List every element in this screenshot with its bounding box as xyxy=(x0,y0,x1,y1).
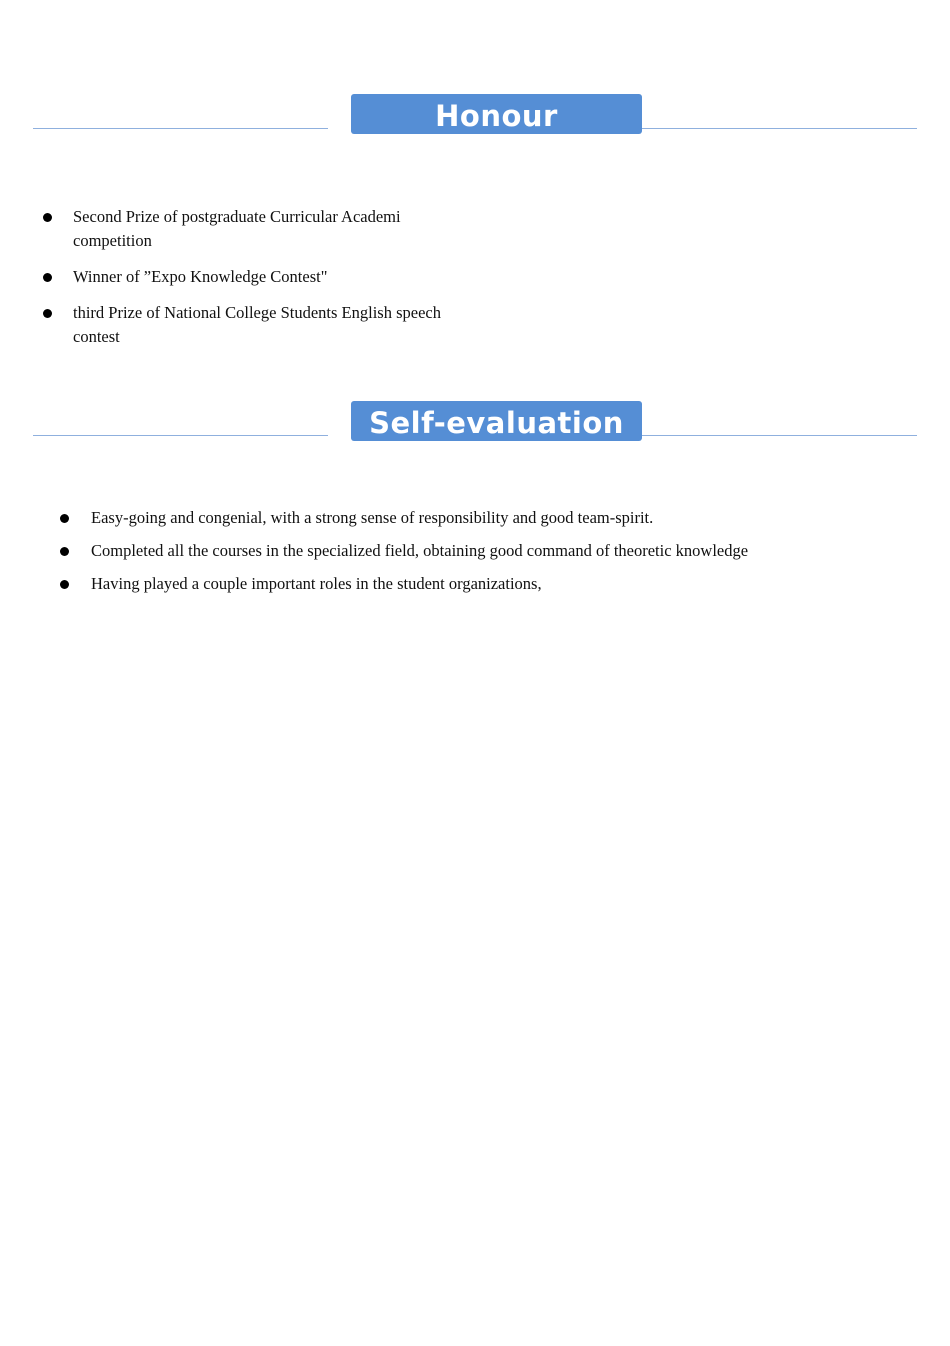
self-evaluation-rule-left xyxy=(33,435,328,436)
self-evaluation-rule-right xyxy=(642,435,917,436)
list-item xyxy=(73,301,453,349)
honour-heading: Honour xyxy=(351,94,642,134)
self-evaluation-heading: Self-evaluation xyxy=(351,401,642,441)
list-item xyxy=(73,205,453,253)
self-evaluation-item-text: Having played a couple important roles in the student organizations, xyxy=(91,574,542,593)
list-item xyxy=(91,506,911,530)
bullet-icon xyxy=(43,273,52,282)
list-item xyxy=(91,572,911,596)
bullet-icon xyxy=(60,547,69,556)
self-evaluation-item-text: Completed all the courses in the specialized field, obtaining good command of theoretic knowledge xyxy=(91,541,749,560)
bullet-icon xyxy=(60,580,69,589)
list-item xyxy=(91,539,911,563)
bullet-icon xyxy=(43,213,52,222)
bullet-icon xyxy=(43,309,52,318)
honour-item-text: Second Prize of postgraduate Curricular Academi competition xyxy=(73,207,401,250)
self-evaluation-item-text: Easy-going and congenial, with a strong sense of responsibility and good team-spirit. xyxy=(91,508,654,527)
honour-item-text: Winner of ”Expo Knowledge Contest" xyxy=(73,267,328,286)
list-item xyxy=(73,265,453,289)
honour-item-text: third Prize of National College Students English speech contest xyxy=(73,303,441,346)
self-evaluation-list xyxy=(91,506,911,605)
honour-rule-left xyxy=(33,128,328,129)
honour-list xyxy=(73,205,453,361)
bullet-icon xyxy=(60,514,69,523)
honour-rule-right xyxy=(642,128,917,129)
